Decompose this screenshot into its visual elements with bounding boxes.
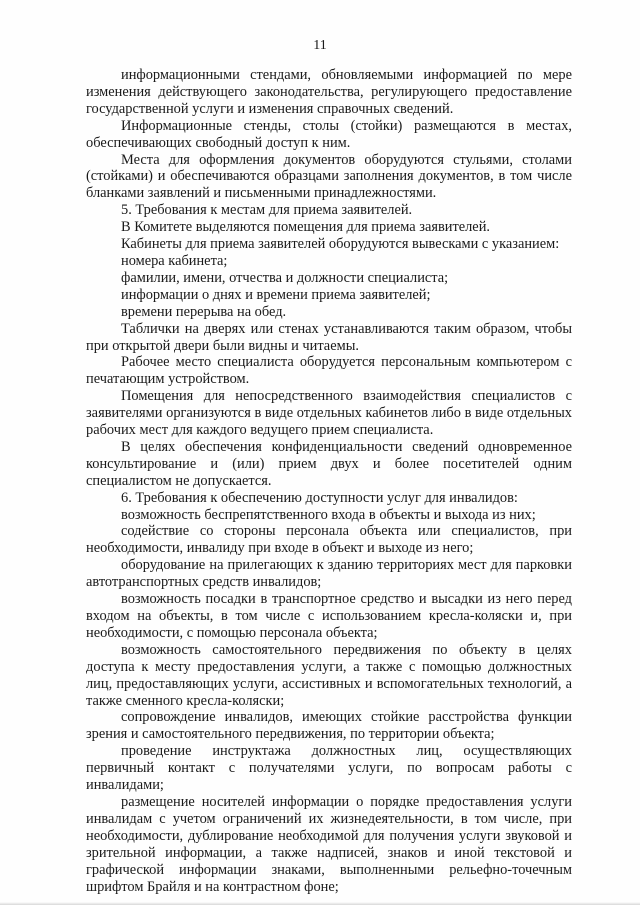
list-item-staff-briefing: проведение инструктажа должностных лиц, осуществляющих первичный контакт с получателями услуги, по вопросам работы с инвалидами; <box>86 743 572 794</box>
paragraph-section-6-heading: 6. Требования к обеспечению доступности услуг для инвалидов: <box>121 489 518 506</box>
paragraph-document-places: Места для оформления документов оборудуются стульями, столами (стойками) и обеспечиваются образцами заполнения документов, в том числе бланками заявлений и письменными принадлежностями. <box>86 151 572 202</box>
list-item-lunch-break: времени перерыва на обед. <box>121 303 287 320</box>
document-body <box>86 67 572 895</box>
paragraph-info-stands-updates: информационными стендами, обновляемыми информацией по мере изменения действующего законодательства, регулирующего предоставление государственной услуги и изменения справочных сведений. <box>86 67 572 117</box>
paragraph-section-5-heading: 5. Требования к местам для приема заявителей. <box>121 202 413 219</box>
paragraph-door-plates: Таблички на дверях или стенах устанавливаются таким образом, чтобы при открытой двери были видны и читаемы. <box>86 320 572 354</box>
paragraph-interaction-rooms: Помещения для непосредственного взаимодействия специалистов с заявителями организуются в виде отдельных кабинетов либо в виде отдельных рабочих мест для каждого ведущего прием специалиста. <box>86 388 572 439</box>
list-item-free-entry: возможность беспрепятственного входа в объекты и выхода из них; <box>121 506 536 523</box>
list-item-office-number: номера кабинета; <box>121 252 228 269</box>
paragraph-confidentiality: В целях обеспечения конфиденциальности сведений одновременное консультирование и (или) прием двух и более посетителей одним специалистом не допускается. <box>86 438 572 489</box>
list-item-escort: сопровождение инвалидов, имеющих стойкие расстройства функции зрения и самостоятельного передвижения, по территории объекта; <box>86 709 572 743</box>
paragraph-committee-rooms: В Комитете выделяются помещения для приема заявителей. <box>121 219 490 236</box>
list-item-staff-assistance: содействие со стороны персонала объекта или специалистов, при необходимости, инвалиду при входе в объект и выходе из него; <box>86 523 572 557</box>
list-item-independent-movement: возможность самостоятельного передвижения по объекту в целях доступа к месту предоставления услуги, а также с помощью должностных лиц, предоставляющих услуги, ассистивных и вспомогательных технологий, а также сменного кресла-коляски; <box>86 641 572 709</box>
list-item-vehicle-boarding: возможность посадки в транспортное средство и высадки из него перед входом на объекты, в том числе с использованием кресла-коляски и, при необходимости, с помощью персонала объекта; <box>86 591 572 641</box>
list-item-parking: оборудование на прилегающих к зданию территориях мест для парковки автотранспортных средств инвалидов; <box>86 557 572 591</box>
list-item-reception-days: информации о днях и времени приема заявителей; <box>121 286 431 303</box>
list-item-specialist-name: фамилии, имени, отчества и должности специалиста; <box>121 269 449 286</box>
paragraph-workplace: Рабочее место специалиста оборудуется персональным компьютером с печатающим устройством. <box>86 354 572 388</box>
paragraph-info-stands-placement: Информационные стенды, столы (стойки) размещаются в местах, обеспечивающих свободный доступ к ним. <box>86 117 572 151</box>
paragraph-office-signs: Кабинеты для приема заявителей оборудуются вывесками с указанием: <box>121 236 560 253</box>
page-number: 11 <box>313 38 327 53</box>
list-item-information-carriers: размещение носителей информации о порядке предоставления услуги инвалидам с учетом ограничений их жизнедеятельности, в том числе, при необходимости, дублирование необходимой для получения услуги звуковой и зрительной информации, а также надписей, знаков и иной текстовой и графической информации знаками, выполненными рельефно-точечным шрифтом Брайля и на контрастном фоне; <box>86 793 572 895</box>
